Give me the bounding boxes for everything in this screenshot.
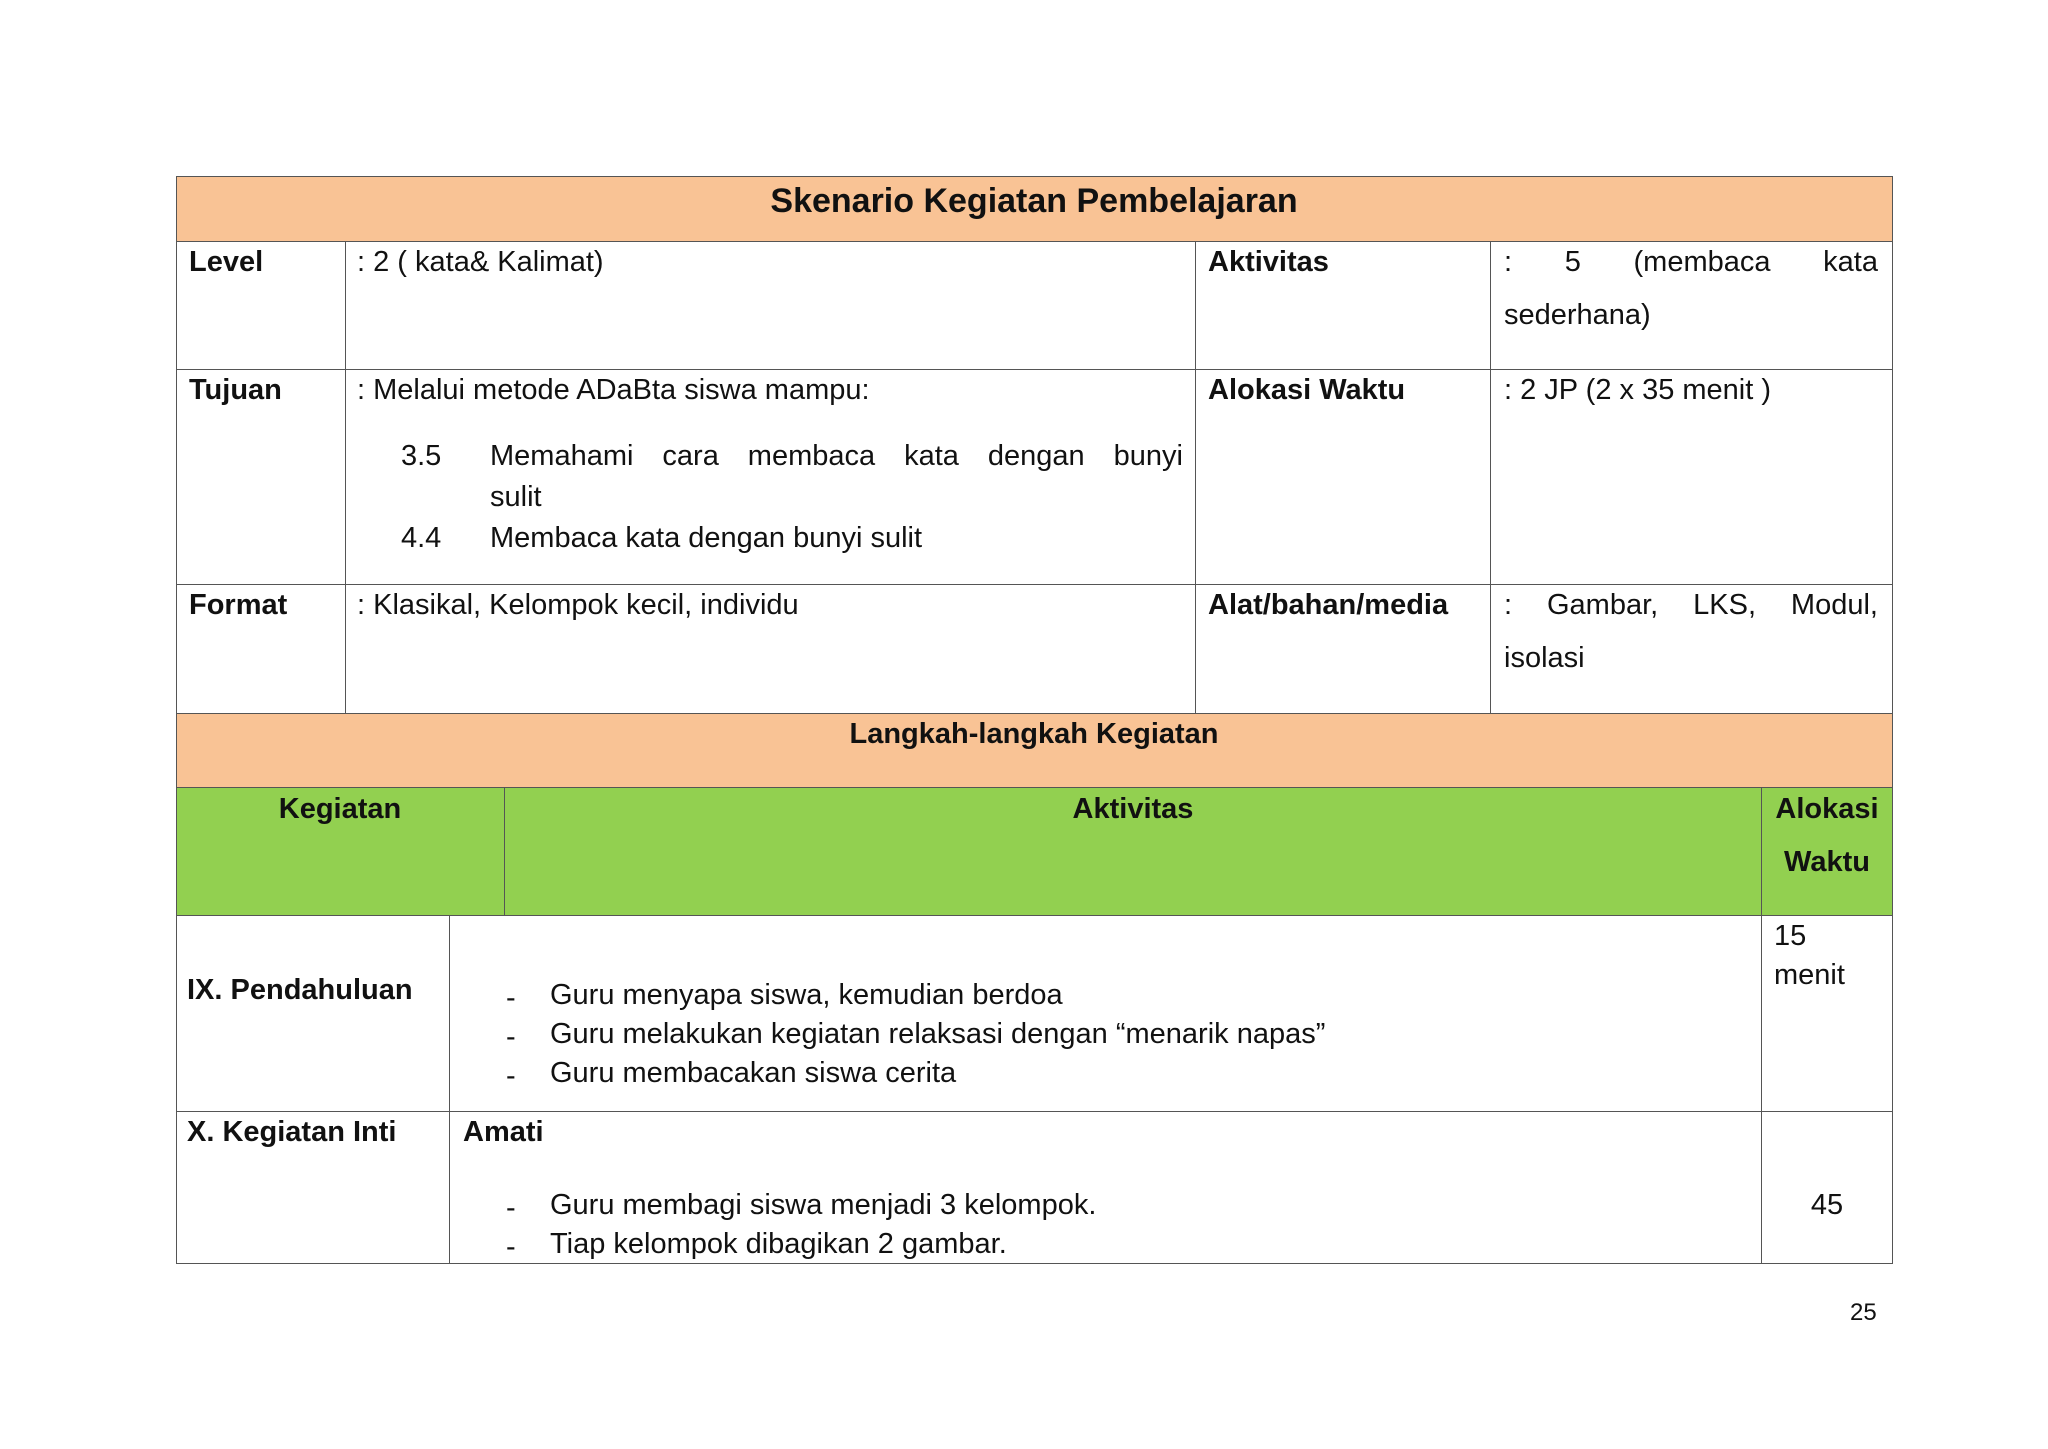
- activity-item: Guru menyapa siswa, kemudian berdoa: [550, 979, 1063, 1011]
- row-name-pendahuluan: IX. Pendahuluan: [187, 974, 413, 1006]
- format-label: Format: [189, 589, 288, 621]
- alat-value-part: :: [1504, 589, 1513, 621]
- alokasi-label: Alokasi Waktu: [1208, 374, 1406, 406]
- page-number: 25: [1850, 1299, 1877, 1326]
- grid-line: [176, 1263, 1893, 1264]
- grid-line: [176, 787, 1893, 788]
- activity-item: Guru membacakan siswa cerita: [550, 1057, 957, 1089]
- tujuan-item-number: 4.4: [401, 522, 442, 554]
- tujuan-item-word: membaca: [747, 440, 876, 472]
- grid-line: [176, 176, 1893, 177]
- tujuan-item-word: cara: [662, 440, 719, 472]
- time-allocation: 15: [1774, 920, 1807, 952]
- steps-title: Langkah-langkah Kegiatan: [849, 718, 1219, 750]
- grid-line: [449, 915, 450, 1264]
- activity-item: Guru melakukan kegiatan relaksasi dengan “menarik napas”: [550, 1018, 1326, 1050]
- tujuan-item-text: [490, 436, 1183, 476]
- bullet-dash: -: [506, 1060, 516, 1092]
- alat-value-part: Gambar,: [1546, 589, 1659, 621]
- level-value: : 2 ( kata& Kalimat): [357, 246, 604, 278]
- col-header-aktivitas: Aktivitas: [1072, 793, 1194, 825]
- time-allocation-unit: menit: [1774, 959, 1845, 991]
- col-header-alokasi: Alokasi: [1775, 793, 1879, 825]
- aktivitas-value-part: kata: [1823, 246, 1878, 278]
- alokasi-value: : 2 JP (2 x 35 menit ): [1504, 374, 1772, 406]
- format-value: : Klasikal, Kelompok kecil, individu: [357, 589, 799, 621]
- tujuan-value: : Melalui metode ADaBta siswa mampu:: [357, 374, 870, 406]
- col-header-kegiatan: Kegiatan: [278, 793, 402, 825]
- tujuan-item-word: dengan: [987, 440, 1085, 472]
- bullet-dash: -: [506, 1231, 516, 1263]
- alat-value-part: LKS,: [1693, 589, 1756, 621]
- grid-line: [176, 1111, 1893, 1112]
- grid-line: [176, 915, 1893, 916]
- grid-line: [1195, 241, 1196, 714]
- row-name-kegiatan-inti: X. Kegiatan Inti: [187, 1116, 397, 1148]
- activity-subheading: Amati: [463, 1116, 544, 1148]
- table-title: Skenario Kegiatan Pembelajaran: [770, 182, 1298, 220]
- tujuan-item-word: bunyi: [1113, 440, 1183, 472]
- bullet-dash: -: [506, 1021, 516, 1053]
- grid-line: [1892, 176, 1893, 1264]
- level-label: Level: [189, 246, 264, 278]
- grid-line: [345, 241, 346, 714]
- activity-item: Tiap kelompok dibagikan 2 gambar.: [550, 1228, 1007, 1260]
- aktivitas-value-part: (membaca: [1633, 246, 1771, 278]
- tujuan-label: Tujuan: [189, 374, 282, 406]
- alat-label: Alat/bahan/media: [1208, 589, 1449, 621]
- tujuan-item-word: Memahami: [490, 440, 634, 472]
- alat-value: [1504, 585, 1878, 625]
- bullet-dash: -: [506, 982, 516, 1014]
- time-allocation: 45: [1810, 1189, 1844, 1221]
- activity-item: Guru membagi siswa menjadi 3 kelompok.: [550, 1189, 1097, 1221]
- tujuan-item-text: Membaca kata dengan bunyi sulit: [490, 522, 923, 554]
- aktivitas-value: [1504, 242, 1878, 282]
- aktivitas-value-part: 5: [1564, 246, 1581, 278]
- bullet-dash: -: [506, 1192, 516, 1224]
- aktivitas-label: Aktivitas: [1208, 246, 1329, 278]
- alat-value-line2: isolasi: [1504, 642, 1585, 674]
- tujuan-item-number: 3.5: [401, 440, 442, 472]
- tujuan-item-text-line2: sulit: [490, 481, 542, 513]
- grid-line: [1490, 241, 1491, 714]
- col-header-waktu: Waktu: [1784, 846, 1870, 878]
- aktivitas-value-part: :: [1504, 246, 1513, 278]
- tujuan-item-word: kata: [904, 440, 959, 472]
- alat-value-part: Modul,: [1790, 589, 1878, 621]
- aktivitas-value-line2: sederhana): [1504, 299, 1651, 331]
